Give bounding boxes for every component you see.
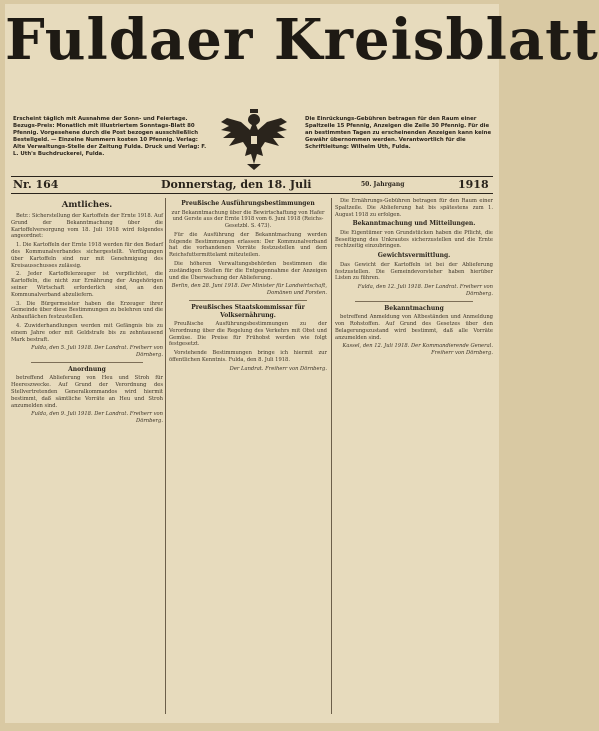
paragraph: Die Ernährungs-Gebühren betragen für den Raum einer Spaltzeile. Die Ablieferung hat bis spätestens zum 1. August 1918 zu erfolgen. [335,198,493,218]
section-heading: Amtliches. [61,200,113,210]
signature: Fulda, den 9. Juli 1918. Der Landrat. Freiherr von Dörnberg. [31,411,163,425]
divider [31,362,143,363]
section-heading: Bekanntmachung und Mitteilungen. [352,220,476,228]
volume-number: 50. Jahrgang [361,181,405,188]
prussian-eagle-icon [217,108,291,172]
paragraph: Vorstehende Bestimmungen bringe ich hiermit zur öffentlichen Kenntnis. Fulda, den 8. Juli 1918. [169,350,327,364]
column-divider [331,198,332,714]
section-heading: Bekanntmachung [384,304,444,312]
paragraph: 2. Jeder Kartoffelerzeuger ist verpflichtet, die Kartoffeln, die nicht zur Ernährung der Angehörigen seiner Wirtschaft erforderlich sind, an den Kommunalverband abzuliefern. [11,271,163,298]
paragraph: Die Eigentümer von Grundstücken haben die Pflicht, die Beseitigung des Unkrautes sicherzustellen und die Ernte rechtzeitig einzubringen. [335,229,493,250]
signature: Berlin, den 28. Juni 1918. Der Minister für Landwirtschaft, Domänen und Forsten. [171,283,327,297]
issue-year: 1918 [458,178,489,191]
paragraph: Das Gewicht der Kartoffeln ist bei der Ablieferung festzustellen. Die Gemeindevorsteher haben hierüber Listen zu führen. [335,261,493,282]
paragraph: 4. Zuwiderhandlungen werden mit Gefängnis bis zu einem Jahre oder mit Geldstrafe bis zu zehntausend Mark bestraft. [11,322,163,343]
paragraph: 1. Die Kartoffeln der Ernte 1918 werden für den Bedarf des Kommunalverbandes sichergestellt. Verfügungen über Kartoffeln sind nur mit Genehmigung des Kreisausschusses zulässig. [11,242,163,269]
paragraph: betreffend Ablieferung von Heu und Stroh für Heereszwecke. Auf Grund der Verordnung des Stellvertretenden Generalkommandos wird hiermit bestimmt, daß sämtliche Vorräte an Heu und Stroh anzumelden sind. [11,375,163,409]
advertising-info: Die Einrückungs-Gebühren betragen für den Raum einer Spaltzeile 15 Pfennig, Anzeigen die Zeile 30 Pfennig. Für die an bestimmten Tagen zu erscheinenden Anzeigen kann keine Gewähr übernommen werden. Verantwortlich für die Schriftleitung: Wilhelm Uth, Fulda. [305,116,492,150]
masthead [5,4,599,116]
signature: Kassel, den 12. Juli 1918. Der Kommandierende General. Freiherr von Dörnberg. [342,343,493,357]
signature: Fulda, den 5. Juli 1918. Der Landrat. Freiherr von Dörnberg. [31,345,163,359]
signature: Der Landrat. Freiherr von Dörnberg. [229,365,327,372]
column-divider [165,198,166,714]
section-heading: Preußische Ausführungsbestimmungen [181,200,315,207]
paragraph: 3. Die Bürgermeister haben die Erzeuger ihrer Gemeinde über diese Bestimmungen zu belehren und die Anbauflächen festzustellen. [11,300,163,321]
issue-date: Donnerstag, den 18. Juli [161,178,312,191]
divider [189,300,307,301]
paragraph: Betr.: Sicherstellung der Kartoffeln der Ernte 1918. Auf Grund der Bekanntmachung über die Kartoffelversorgung vom 18. Juli 1918 wird folgendes angeordnet: [11,213,163,240]
newspaper-page [5,4,599,723]
paragraph: Die höheren Verwaltungsbehörden bestimmen die zuständigen Stellen für die Entgegennahme der Anzeigen und die Überwachung der Ablieferung. [169,261,327,281]
paragraph: betreffend Anmeldung von Altbeständen und Anmeldung von Rohstoffen. Auf Grund des Gesetzes über den Belagerungszustand wird bestimmt, daß alle Vorräte anzumelden sind. [335,314,493,341]
paragraph: Preußische Ausführungsbestimmungen zu der Verordnung über die Regelung des Verkehrs mit Obst und Gemüse. Die Preise für Frühobst werden wie folgt festgesetzt. [169,321,327,348]
signature: Fulda, den 12. Juli 1918. Der Landrat. Freiherr von Dörnberg. [357,284,493,297]
paragraph: zur Bekanntmachung über die Bewirtschaftung von Hafer und Gerste aus der Ernte 1918 vom 6. Juni 1918 (Reichs-Gesetzbl. S. 473). [171,209,325,230]
dateline [11,176,493,194]
subscription-info: Erscheint täglich mit Ausnahme der Sonn- und Feiertage. Bezugs-Preis: Monatlich mit illustriertem Sonntags-Blatt 80 Pfennig. Vorgesehene durch die Post bezogen ausschließlich Bestellgeld. — Einzelne Nummern kosten 10 Pfennig. Verlag: Alte Verwaltungs-Stelle der Zeitung Fulda. Druck und Verlag: F. L. Uth's Buchdruckerei, Fulda. [13,116,207,157]
column-left [11,198,163,718]
subheading: Preußisches Staatskommissar für Volksernährung. [191,304,305,319]
column-right [335,198,493,718]
issue-number: Nr. 164 [13,178,59,191]
subheading: Anordnung [68,365,106,373]
section-heading: Gewichtsvermittlung. [377,252,451,260]
divider [355,301,473,302]
paragraph: Für die Ausführung der Bekanntmachung werden folgende Bestimmungen erlassen: Der Kommunalverband hat die vorhandenen Vorräte festzustellen und dem Reichsfuttermittelamt mitzuteilen. [169,231,327,259]
column-middle [169,198,327,718]
newspaper-title: Fuldaer Kreisblatt [5,7,599,73]
